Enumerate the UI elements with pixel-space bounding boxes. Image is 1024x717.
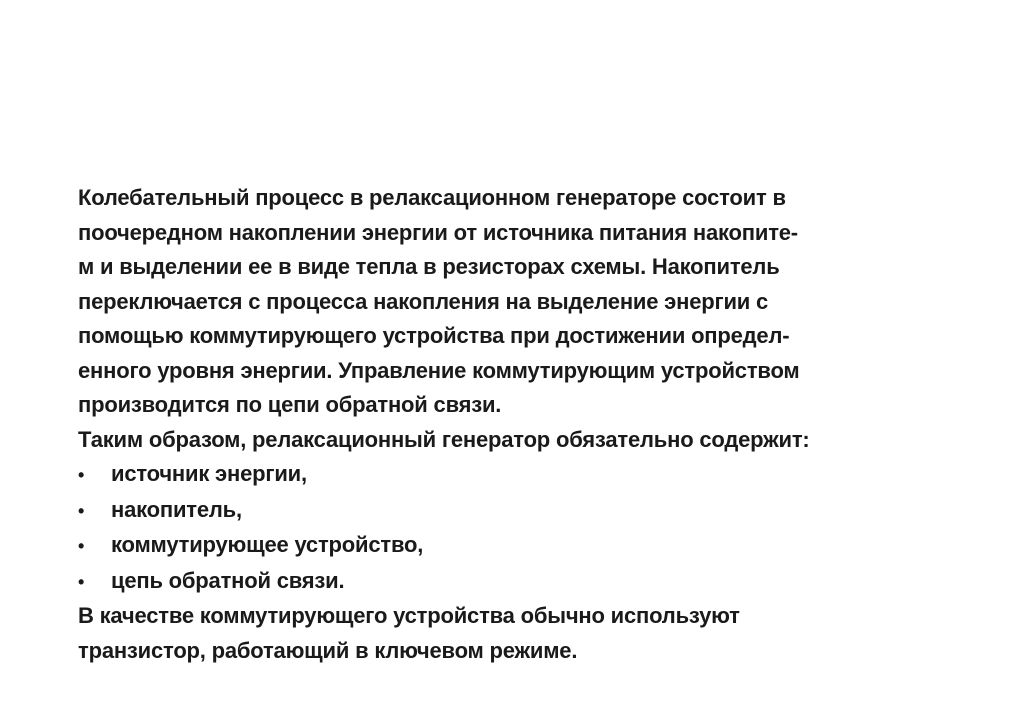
list-item — [78, 528, 978, 564]
paragraph-line: Таким образом, релаксационный генератор обязательно содержит: — [78, 426, 810, 452]
bullet-marker: • — [78, 536, 85, 556]
slide-text-body — [78, 181, 978, 668]
components-bullet-list — [78, 457, 978, 599]
list-item-text: накопитель, — [111, 496, 242, 522]
paragraph-line: поочередном накоплении энергии от источника питания накопите- — [78, 219, 798, 245]
paragraph-oscillation-process — [78, 181, 978, 423]
paragraph-line: Колебательный процесс в релаксационном генераторе состоит в — [78, 185, 786, 210]
paragraph-line: переключается с процесса накопления на выделение энергии с — [78, 288, 769, 314]
paragraph-line: производится по цепи обратной связи. — [78, 392, 502, 417]
list-item-text: источник энергии, — [111, 461, 307, 486]
paragraph-line: В качестве коммутирующего устройства обычно используют — [78, 603, 740, 628]
bullet-marker: • — [78, 571, 85, 592]
bullet-marker: • — [78, 500, 85, 521]
list-item-text: цепь обратной связи. — [111, 567, 345, 593]
paragraph-generator-contains — [78, 423, 978, 458]
paragraph-line: м и выделении ее в виде тепла в резисторах схемы. Накопитель — [78, 254, 780, 279]
paragraph-line: транзистор, работающий в ключевом режиме. — [78, 637, 578, 663]
paragraph-switching-device — [78, 599, 978, 668]
list-item — [78, 493, 978, 529]
paragraph-line: помощью коммутирующего устройства при достижении определ- — [78, 323, 790, 348]
list-item — [78, 564, 978, 600]
paragraph-line: енного уровня энергии. Управление коммутирующим устройством — [78, 357, 800, 383]
bullet-marker: • — [78, 465, 85, 485]
list-item — [78, 457, 978, 493]
list-item-text: коммутирующее устройство, — [111, 532, 424, 557]
